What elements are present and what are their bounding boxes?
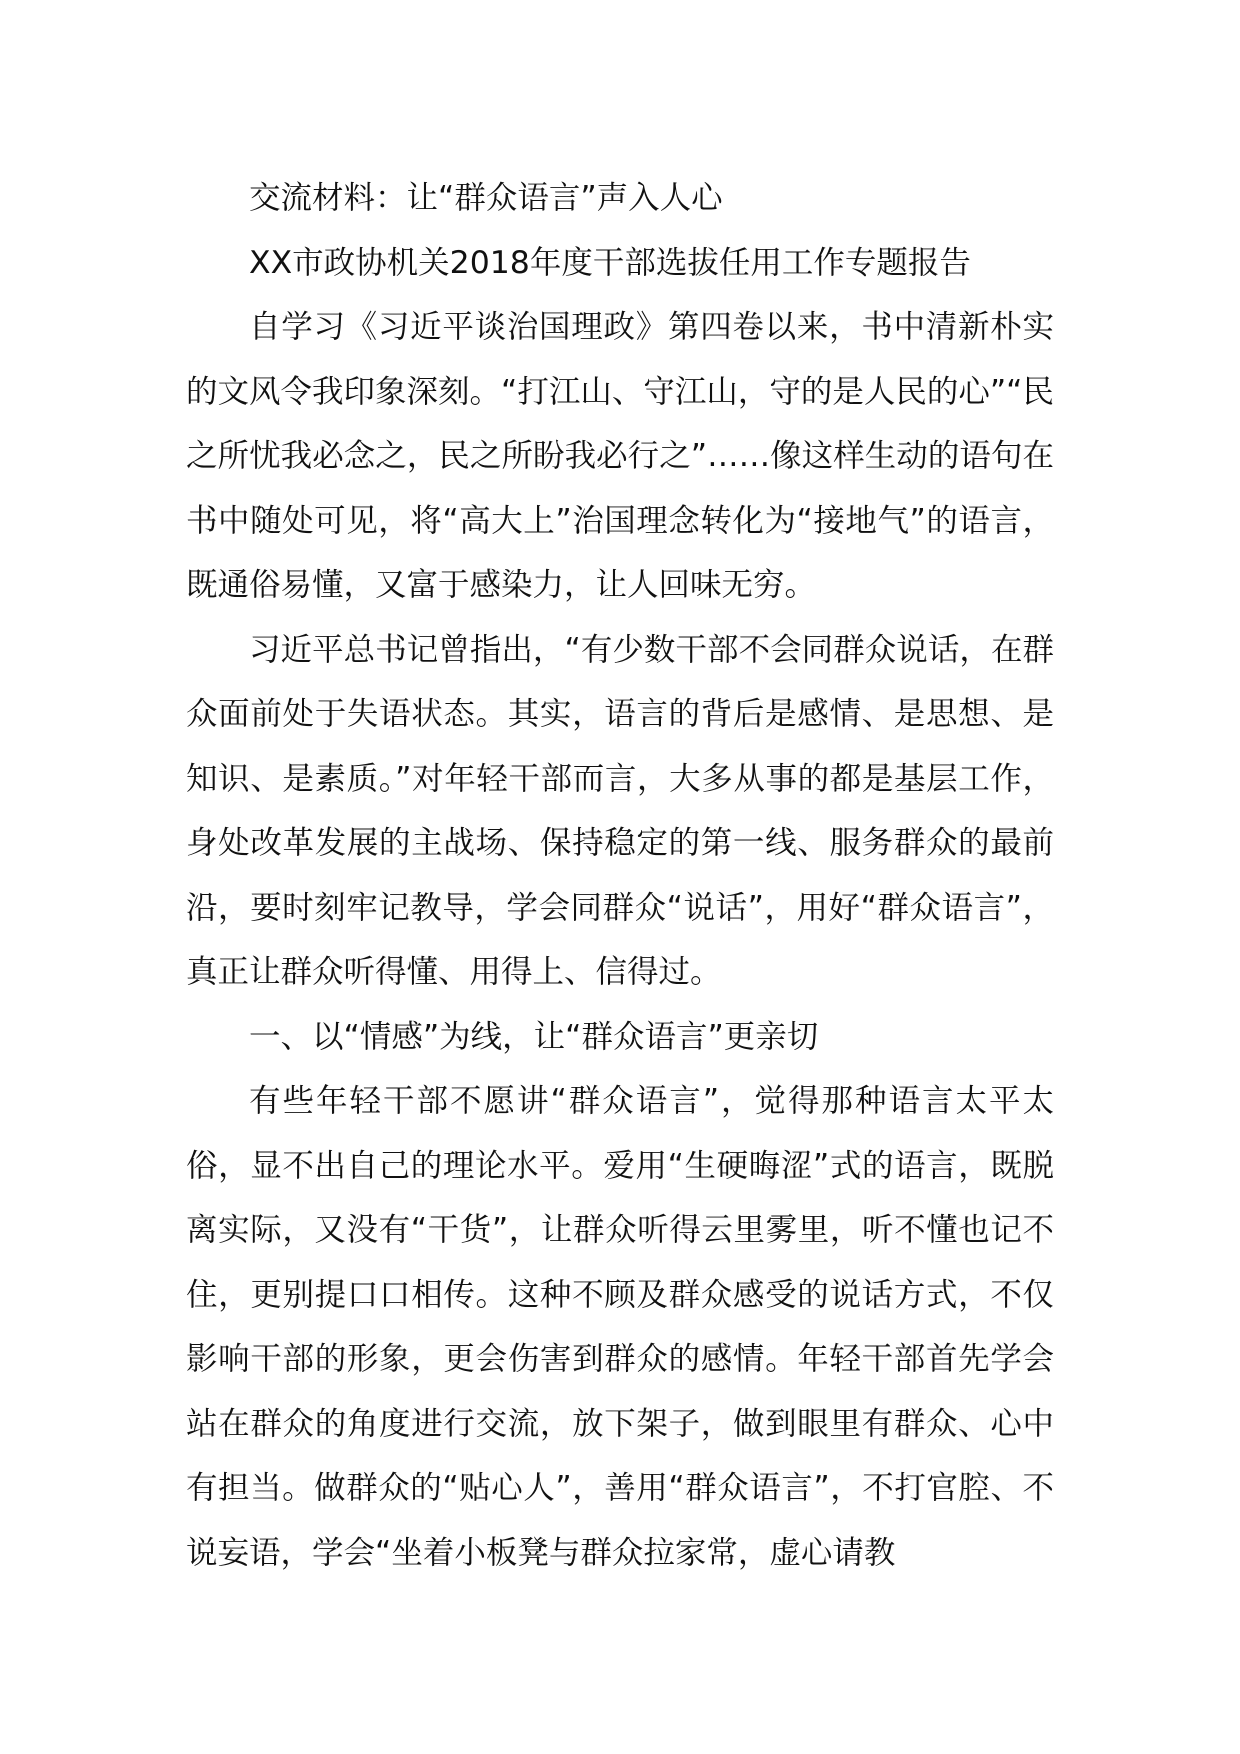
section-paragraph: 有些年轻干部不愿讲“群众语言”，觉得那种语言太平太俗，显不出自己的理论水平。爱用“生硬晦涩”式的语言，既脱离实际，又没有“干货”，让群众听得云里雾里，听不懂也记不住，更别提口口相传。这种不顾及群众感受的说话方式，不仅影响干部的形象，更会伤害到群众的感情。年轻干部首先学会站在群众的角度进行交流，放下架子，做到眼里有群众、心中有担当。做群众的“贴心人”，善用“群众语言”，不打官腔、不说妄语，学会“坐着小板凳与群众拉家常，虚心请教 [186, 1083, 1054, 1571]
body-paragraph-2: 习近平总书记曾指出，“有少数干部不会同群众说话，在群众面前处于失语状态。其实，语言的背后是感情、是思想、是知识、是素质。”对年轻干部而言，大多从事的都是基层工作，身处改革发展的主战场、保持稳定的第一线、服务群众的最前沿，要时刻牢记教导，学会同群众“说话”，用好“群众语言”，真正让群众听得懂、用得上、信得过。 [186, 631, 1054, 990]
body-paragraph-1: 自学习《习近平谈治国理政》第四卷以来，书中清新朴实的文风令我印象深刻。“打江山、守江山，守的是人民的心”“民之所忧我必念之，民之所盼我必行之”……像这样生动的语句在书中随处可见，将“高大上”治国理念转化为“接地气”的语言，既通俗易懂，又富于感染力，让人回味无穷。 [186, 309, 1054, 603]
document-title: 交流材料：让“群众语言”声入人心 [249, 180, 723, 216]
document-subtitle: XX市政协机关2018年度干部选拔任用工作专题报告 [249, 244, 971, 281]
document-body [186, 166, 1054, 1585]
section-heading: 一、以“情感”为线，让“群众语言”更亲切 [249, 1018, 819, 1055]
